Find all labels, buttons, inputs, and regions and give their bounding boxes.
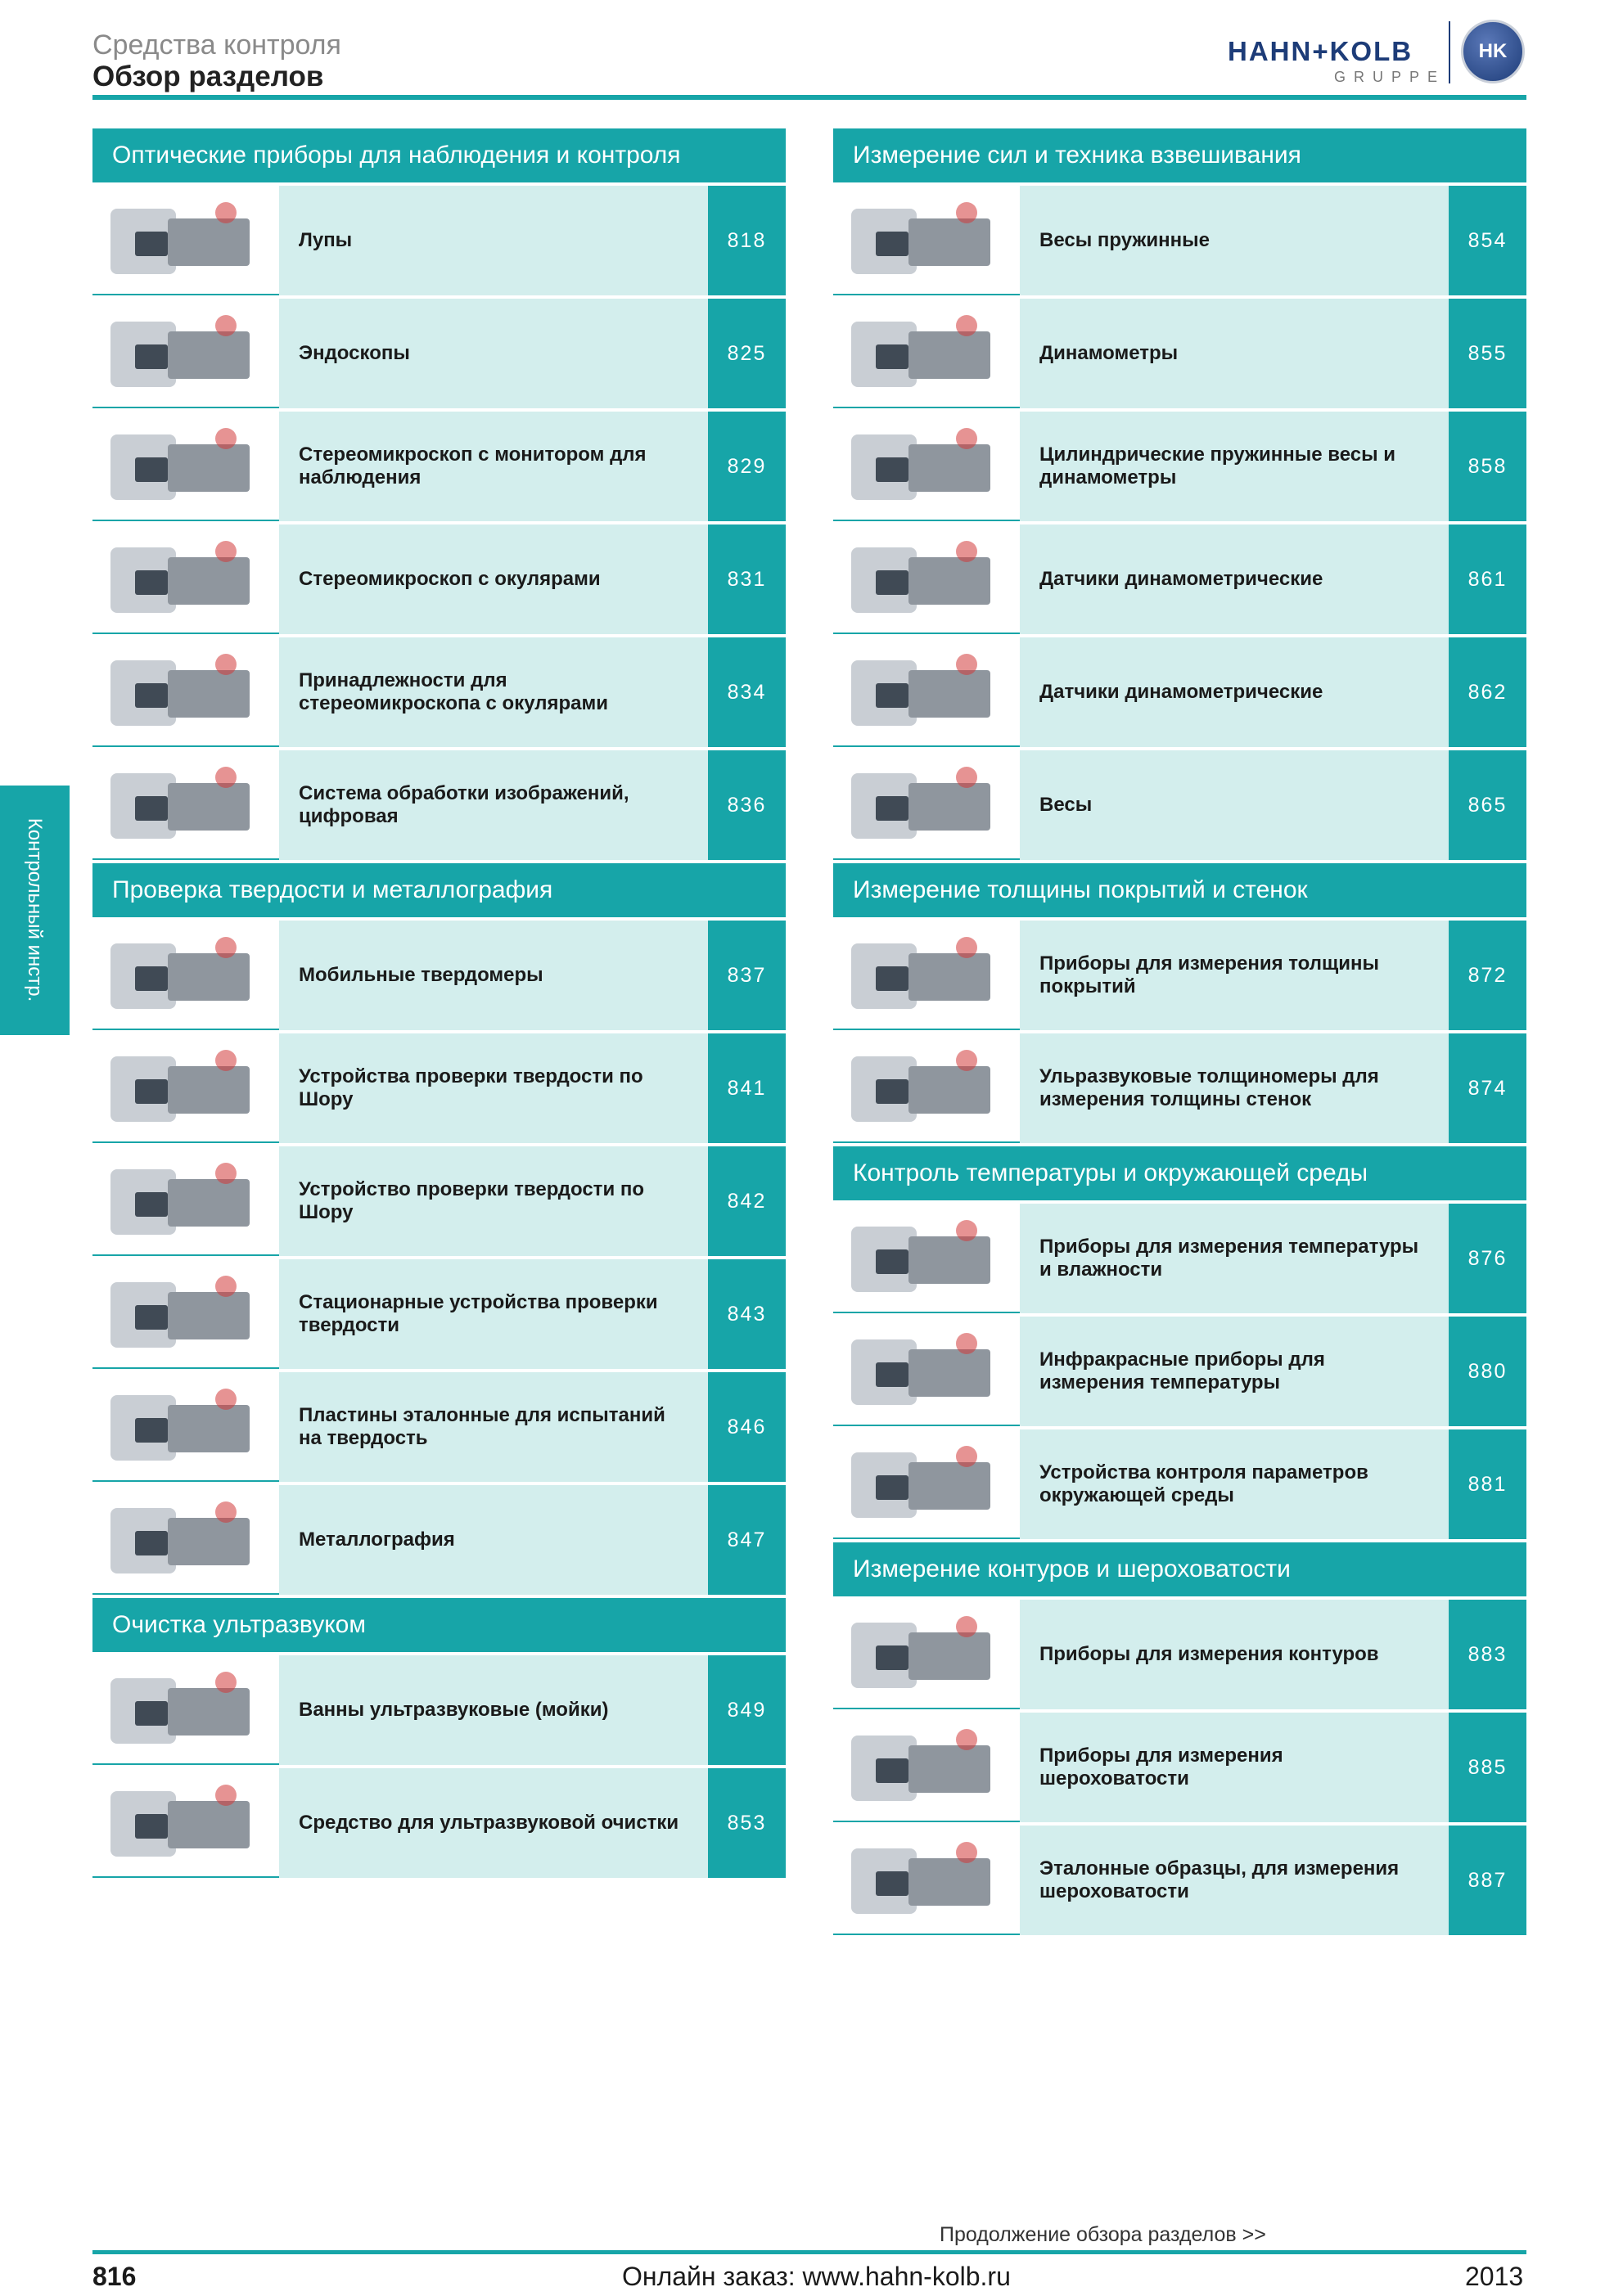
product-image-shape [876,1249,908,1274]
product-image-shape [215,1785,237,1806]
catalog-row[interactable] [92,1655,786,1768]
logo-mark-icon: HK [1461,20,1525,83]
catalog-row[interactable] [833,637,1526,750]
item-page-number[interactable]: 865 [1449,750,1526,860]
footer-url[interactable]: Онлайн заказ: www.hahn-kolb.ru [622,2262,1011,2291]
logo-subtitle: GRUPPE [1334,69,1446,85]
product-image-shape [908,1632,990,1680]
product-image-shape [135,1192,168,1217]
product-image-shape [908,444,990,492]
product-image [833,1826,1020,1935]
product-image-shape [168,1518,250,1565]
product-image-shape [135,570,168,595]
product-image-shape [956,767,977,788]
product-image-shape [168,218,250,266]
item-page-number[interactable]: 836 [708,750,786,860]
product-image [833,1600,1020,1709]
right-column [833,128,1526,1938]
product-image [92,921,279,1030]
item-page-number[interactable]: 834 [708,637,786,747]
product-image-shape [168,1066,250,1114]
section-header: Измерение сил и техника взвешивания [833,128,1526,186]
product-image-shape [135,457,168,482]
item-label: Стереомикроскоп с окулярами [279,524,708,634]
item-label: Металлография [279,1485,708,1595]
catalog-row[interactable] [92,412,786,524]
item-label: Стационарные устройства проверки твердости [279,1259,708,1369]
catalog-row[interactable] [92,1033,786,1146]
section-header: Оптические приборы для наблюдения и контроля [92,128,786,186]
catalog-row[interactable] [833,921,1526,1033]
product-image [833,637,1020,747]
product-image-shape [135,796,168,821]
product-image [92,1146,279,1256]
continue-link[interactable]: Продолжение обзора разделов >> [940,2223,1266,2246]
catalog-row[interactable] [833,750,1526,863]
product-image [92,186,279,295]
header-supertitle: Средства контроля [92,29,341,61]
product-image-shape [956,1220,977,1241]
item-label: Эндоскопы [279,299,708,408]
product-image-shape [168,1292,250,1339]
catalog-row[interactable] [92,186,786,299]
item-page-number[interactable]: 831 [708,524,786,634]
product-image [833,1204,1020,1313]
header-rule [92,95,1526,100]
product-image-shape [135,1305,168,1330]
section-header: Проверка твердости и металлография [92,863,786,921]
product-image-shape [215,654,237,675]
item-page-number[interactable]: 885 [1449,1713,1526,1822]
product-image-shape [876,232,908,256]
section-header: Измерение толщины покрытий и стенок [833,863,1526,921]
product-image [833,1713,1020,1822]
product-image-shape [215,202,237,223]
item-page-number[interactable]: 843 [708,1259,786,1369]
item-label: Средство для ультразвуковой очистки [279,1768,708,1878]
product-image-shape [956,1050,977,1071]
item-label: Приборы для измерения контуров [1020,1600,1449,1709]
product-image-shape [956,654,977,675]
product-image [92,1655,279,1765]
product-image-shape [956,202,977,223]
item-label: Датчики динамометрические [1020,524,1449,634]
item-page-number[interactable]: 825 [708,299,786,408]
catalog-row[interactable] [92,750,786,863]
product-image [833,1317,1020,1426]
item-label: Датчики динамометрические [1020,637,1449,747]
product-image-shape [135,344,168,369]
item-page-number[interactable]: 846 [708,1372,786,1482]
item-page-number[interactable]: 853 [708,1768,786,1878]
footer-year: 2013 [1465,2262,1524,2291]
product-image [92,299,279,408]
item-label: Мобильные твердомеры [279,921,708,1030]
product-image-shape [215,428,237,449]
product-image-shape [908,1462,990,1510]
catalog-row[interactable] [92,921,786,1033]
left-column [92,128,786,1881]
product-image-shape [908,218,990,266]
catalog-row[interactable] [833,1033,1526,1146]
product-image-shape [956,1616,977,1637]
item-label: Принадлежности для стереомикроскопа с окулярами [279,637,708,747]
item-label: Инфракрасные приборы для измерения температуры [1020,1317,1449,1426]
item-page-number[interactable]: 849 [708,1655,786,1765]
product-image [833,524,1020,634]
product-image-shape [908,670,990,718]
item-label: Устройства проверки твердости по Шору [279,1033,708,1143]
catalog-row[interactable] [833,1600,1526,1713]
catalog-row[interactable] [92,1146,786,1259]
item-label: Цилиндрические пружинные весы и динамометры [1020,412,1449,521]
item-page-number[interactable]: 883 [1449,1600,1526,1709]
product-image-shape [215,1672,237,1693]
product-image-shape [876,570,908,595]
product-image-shape [168,1801,250,1848]
product-image-shape [908,1349,990,1397]
product-image-shape [215,1163,237,1184]
catalog-row[interactable] [92,1372,786,1485]
company-logo[interactable] [1228,18,1526,92]
side-tab-label: Контрольный инстр. [24,817,46,1002]
product-image-shape [956,1729,977,1750]
product-image-shape [956,1333,977,1354]
page-title: Обзор разделов [92,61,324,92]
product-image-shape [215,1276,237,1297]
item-label: Устройства контроля параметров окружающей среды [1020,1429,1449,1539]
product-image [833,1033,1020,1143]
catalog-row[interactable] [92,1485,786,1598]
section-header: Контроль температуры и окружающей среды [833,1146,1526,1204]
item-page-number[interactable]: 861 [1449,524,1526,634]
page-number: 816 [92,2262,137,2291]
product-image-shape [876,966,908,991]
product-image [833,750,1020,860]
item-label: Эталонные образцы, для измерения шероховатости [1020,1826,1449,1935]
product-image-shape [876,1079,908,1104]
item-label: Весы пружинные [1020,186,1449,295]
catalog-row[interactable] [833,524,1526,637]
product-image [833,186,1020,295]
item-page-number[interactable]: 881 [1449,1429,1526,1539]
product-image-shape [956,428,977,449]
product-image-shape [135,966,168,991]
item-label: Приборы для измерения температуры и влажности [1020,1204,1449,1313]
product-image-shape [168,953,250,1001]
catalog-row[interactable] [92,637,786,750]
product-image-shape [908,1236,990,1284]
item-page-number[interactable]: 829 [708,412,786,521]
product-image [833,1429,1020,1539]
item-label: Стереомикроскоп с монитором для наблюдения [279,412,708,521]
product-image-shape [876,1758,908,1783]
catalog-row[interactable] [833,1429,1526,1542]
product-image-shape [168,557,250,605]
product-image-shape [956,1842,977,1863]
catalog-row[interactable] [92,299,786,412]
product-image-shape [908,783,990,831]
item-label: Лупы [279,186,708,295]
product-image-shape [956,541,977,562]
item-label: Устройство проверки твердости по Шору [279,1146,708,1256]
item-page-number[interactable]: 876 [1449,1204,1526,1313]
product-image-shape [215,767,237,788]
product-image-shape [135,683,168,708]
product-image-shape [876,1475,908,1500]
product-image-shape [908,1858,990,1906]
product-image-shape [135,1814,168,1839]
section-header: Измерение контуров и шероховатости [833,1542,1526,1600]
product-image-shape [956,1446,977,1467]
product-image [92,1372,279,1482]
product-image-shape [215,1050,237,1071]
item-page-number[interactable]: 854 [1449,186,1526,295]
catalog-row[interactable] [92,1768,786,1881]
catalog-row[interactable] [833,412,1526,524]
item-page-number[interactable]: 842 [708,1146,786,1256]
product-image [92,1259,279,1369]
product-image [833,299,1020,408]
product-image [92,1033,279,1143]
product-image-shape [215,937,237,958]
item-page-number[interactable]: 874 [1449,1033,1526,1143]
logo-text: HAHN+KOLB [1228,36,1413,66]
item-page-number[interactable]: 887 [1449,1826,1526,1935]
product-image-shape [168,1179,250,1227]
item-page-number[interactable]: 837 [708,921,786,1030]
product-image-shape [168,670,250,718]
catalog-row[interactable] [833,1826,1526,1938]
product-image-shape [168,783,250,831]
product-image [92,1485,279,1595]
product-image-shape [168,1405,250,1452]
item-label: Приборы для измерения толщины покрытий [1020,921,1449,1030]
item-label: Весы [1020,750,1449,860]
product-image-shape [876,1645,908,1670]
product-image-shape [876,344,908,369]
product-image-shape [168,444,250,492]
item-page-number[interactable]: 858 [1449,412,1526,521]
product-image-shape [135,232,168,256]
product-image-shape [168,1688,250,1736]
product-image-shape [876,1871,908,1896]
product-image-shape [908,1745,990,1793]
catalog-row[interactable] [833,1713,1526,1826]
product-image-shape [956,937,977,958]
product-image [92,412,279,521]
item-page-number[interactable]: 847 [708,1485,786,1595]
product-image-shape [215,315,237,336]
item-label: Пластины эталонные для испытаний на твердость [279,1372,708,1482]
item-page-number[interactable]: 818 [708,186,786,295]
product-image-shape [908,331,990,379]
logo-divider [1449,21,1450,83]
item-page-number[interactable]: 880 [1449,1317,1526,1426]
product-image-shape [908,557,990,605]
product-image-shape [135,1418,168,1443]
product-image [92,1768,279,1878]
product-image-shape [876,457,908,482]
product-image [833,412,1020,521]
product-image [833,921,1020,1030]
product-image-shape [908,1066,990,1114]
product-image-shape [215,1501,237,1523]
section-header: Очистка ультразвуком [92,1598,786,1655]
catalog-row[interactable] [833,299,1526,412]
product-image-shape [135,1701,168,1726]
product-image [92,524,279,634]
item-label: Ванны ультразвуковые (мойки) [279,1655,708,1765]
item-page-number[interactable]: 872 [1449,921,1526,1030]
item-page-number[interactable]: 841 [708,1033,786,1143]
product-image-shape [876,796,908,821]
catalog-row[interactable] [92,524,786,637]
item-label: Система обработки изображений, цифровая [279,750,708,860]
product-image-shape [956,315,977,336]
side-tab[interactable] [0,786,70,1035]
item-label: Динамометры [1020,299,1449,408]
item-page-number[interactable]: 862 [1449,637,1526,747]
product-image [92,637,279,747]
product-image-shape [135,1531,168,1555]
catalog-row[interactable] [833,186,1526,299]
catalog-row[interactable] [92,1259,786,1372]
product-image-shape [876,683,908,708]
catalog-row[interactable] [833,1317,1526,1429]
item-page-number[interactable]: 855 [1449,299,1526,408]
footer-rule [92,2250,1526,2254]
product-image-shape [876,1362,908,1387]
product-image-shape [215,1389,237,1410]
product-image-shape [135,1079,168,1104]
catalog-row[interactable] [833,1204,1526,1317]
item-label: Ульразвуковые толщиномеры для измерения толщины стенок [1020,1033,1449,1143]
product-image-shape [168,331,250,379]
item-label: Приборы для измерения шероховатости [1020,1713,1449,1822]
product-image-shape [215,541,237,562]
product-image [92,750,279,860]
product-image-shape [908,953,990,1001]
